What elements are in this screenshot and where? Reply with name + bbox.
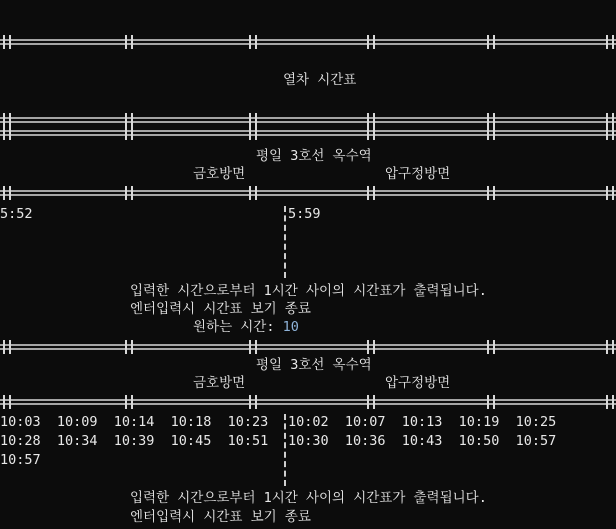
section1-direction-right: 압구정방면 — [385, 166, 451, 182]
rail-separator-section2-top — [0, 338, 616, 356]
section1-left-row: 5:52 — [0, 206, 33, 222]
prompt-enter-exit-2: 엔터입력시 시간표 보기 종료 — [130, 509, 311, 525]
hour-input-label: 원하는 시간: — [193, 319, 283, 335]
page-title: 열차 시간표 — [283, 72, 357, 88]
section1-divider — [284, 206, 286, 278]
prompt-info-1: 입력한 시간으로부터 1시간 사이의 시간표가 출력됩니다. — [130, 283, 487, 299]
rail-graphic — [0, 124, 616, 142]
section2-line-station: 평일 3호선 옥수역 — [256, 357, 372, 373]
section1-line-station: 평일 3호선 옥수역 — [256, 148, 372, 164]
section2-right-row-2: 10:30 10:36 10:43 10:50 10:57 — [288, 433, 557, 449]
hour-input-value[interactable]: 10 — [282, 319, 299, 335]
rail-separator-top — [0, 33, 616, 51]
rail-graphic — [0, 338, 616, 356]
rail-separator-title-bottom-2 — [0, 124, 616, 142]
section2-direction-left: 금호방면 — [193, 375, 246, 391]
rail-graphic — [0, 184, 616, 202]
prompt-info-2: 입력한 시간으로부터 1시간 사이의 시간표가 출력됩니다. — [130, 490, 487, 506]
section2-left-row-2: 10:28 10:34 10:39 10:45 10:51 — [0, 433, 269, 449]
section1-right-row: 5:59 — [288, 206, 321, 222]
rail-separator-section2-header — [0, 393, 616, 411]
rail-graphic — [0, 393, 616, 411]
rail-graphic — [0, 33, 616, 51]
prompt-enter-exit-1: 엔터입력시 시간표 보기 종료 — [130, 301, 311, 317]
section2-divider — [284, 414, 286, 486]
section2-direction-right: 압구정방면 — [385, 375, 451, 391]
section2-left-row-1: 10:03 10:09 10:14 10:18 10:23 — [0, 414, 269, 430]
section1-direction-left: 금호방면 — [193, 166, 246, 182]
section2-right-row-1: 10:02 10:07 10:13 10:19 10:25 — [288, 414, 557, 430]
rail-separator-section1-header — [0, 184, 616, 202]
section2-left-row-3: 10:57 — [0, 452, 41, 468]
hour-input-line — [193, 319, 299, 335]
